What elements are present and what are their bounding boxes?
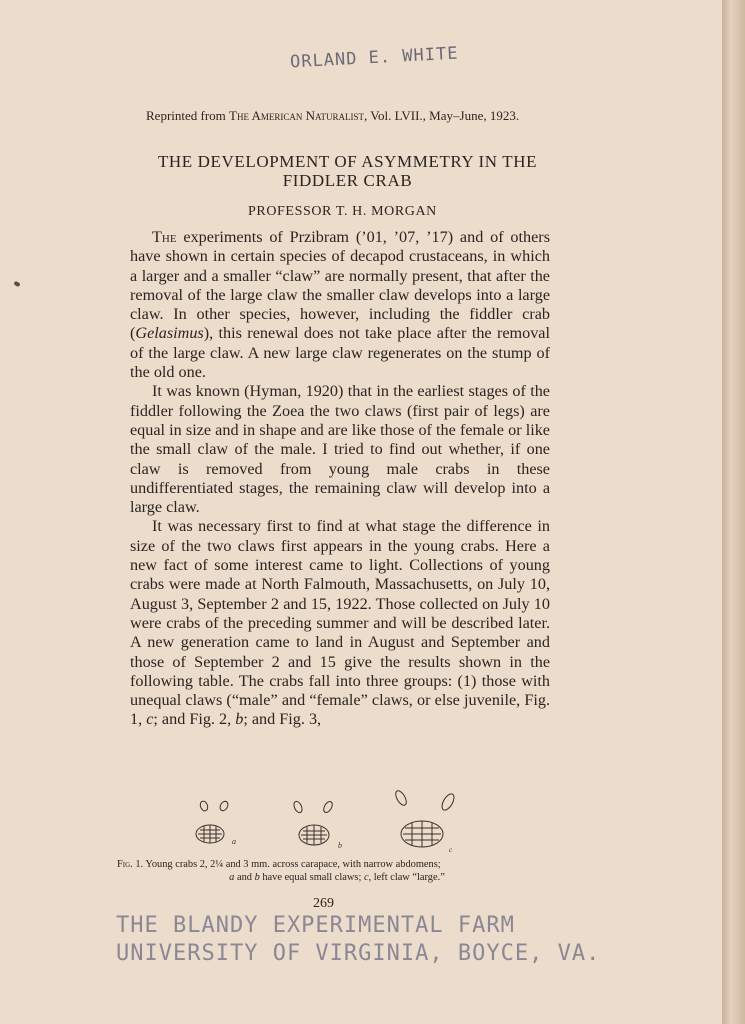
article-body xyxy=(130,228,550,730)
institution-stamp xyxy=(116,912,601,968)
crab-a xyxy=(196,800,230,843)
figure-label-b: b xyxy=(338,841,342,850)
crab-c xyxy=(394,789,457,847)
figure-caption: Fig. 1. Young crabs 2, 2¼ and 3 mm. across carapace, with narrow abdomens; a and b have equal small claws; c, left claw “large.” xyxy=(117,859,445,883)
author-line: PROFESSOR T. H. MORGAN xyxy=(248,204,437,219)
species-name: Gelasimus xyxy=(135,324,204,343)
paragraph-1: The experiments of Przibram (’01, ’07, ’17) and of others have shown in certain species of decapod crustaceans, in which a larger and a smaller “claw” are normally present, that after the removal of the large claw the smaller claw develops into a large claw. In other species, however, including the fiddler crab (Gelasimus), this renewal does not take place after the removal of the large claw. A new large claw regenerates on the stump of the old one. xyxy=(130,228,550,382)
underlying-page-edge xyxy=(722,0,745,1024)
reprint-notice xyxy=(146,108,558,124)
crab-b xyxy=(292,800,334,845)
reprint-prefix: Reprinted from xyxy=(146,108,226,123)
figure-label-a: a xyxy=(232,837,236,846)
owner-stamp: ORLAND E. WHITE xyxy=(289,43,459,73)
paragraph-3: It was necessary first to find at what stage the difference in size of the two claws first appears in the young crabs. Here a new fact of some interest came to light. Collections of young crabs were made at North Falmouth, Massachusetts, on July 10, August 3, September 2 and 15, 1922. Those collected on July 10 were crabs of the preceding summer and will be described later. A new generation came to land in August and September and those of September 2 and 15 give the results shown in the following table. The crabs fall into three groups: (1) those with unequal claws (“male” and “female” claws, or else juvenile, Fig. 1, c; and Fig. 2, b; and Fig. 3, xyxy=(130,517,550,729)
ink-speck xyxy=(13,281,20,287)
article-title xyxy=(120,152,575,190)
figure-1-drawing xyxy=(190,786,480,856)
caption-figure-number: Fig. 1. xyxy=(117,859,144,870)
figure-1 xyxy=(190,786,480,856)
reprint-journal: The American Naturalist xyxy=(229,108,365,123)
institution-stamp-line-2: UNIVERSITY OF VIRGINIA, BOYCE, VA. xyxy=(116,941,601,966)
paragraph-1-lead: The xyxy=(152,228,177,246)
figure-label-c: c xyxy=(449,846,453,854)
page-number: 269 xyxy=(313,896,334,911)
reprint-suffix: , Vol. LVII., May–June, 1923. xyxy=(364,108,520,123)
institution-stamp-line-1: THE BLANDY EXPERIMENTAL FARM xyxy=(116,913,515,938)
title-line-1: THE DEVELOPMENT OF ASYMMETRY IN THE xyxy=(157,152,538,171)
title-line-2: FIDDLER CRAB xyxy=(282,171,413,190)
paragraph-2: It was known (Hyman, 1920) that in the earliest stages of the fiddler following the Zoea the two claws (first pair of legs) are equal in size and in shape and are like those of the female or like the small claw of the male. I tried to find out whether, if one claw is removed from young male crabs in these undifferentiated stages, the remaining claw will develop into a large claw. xyxy=(130,382,550,517)
